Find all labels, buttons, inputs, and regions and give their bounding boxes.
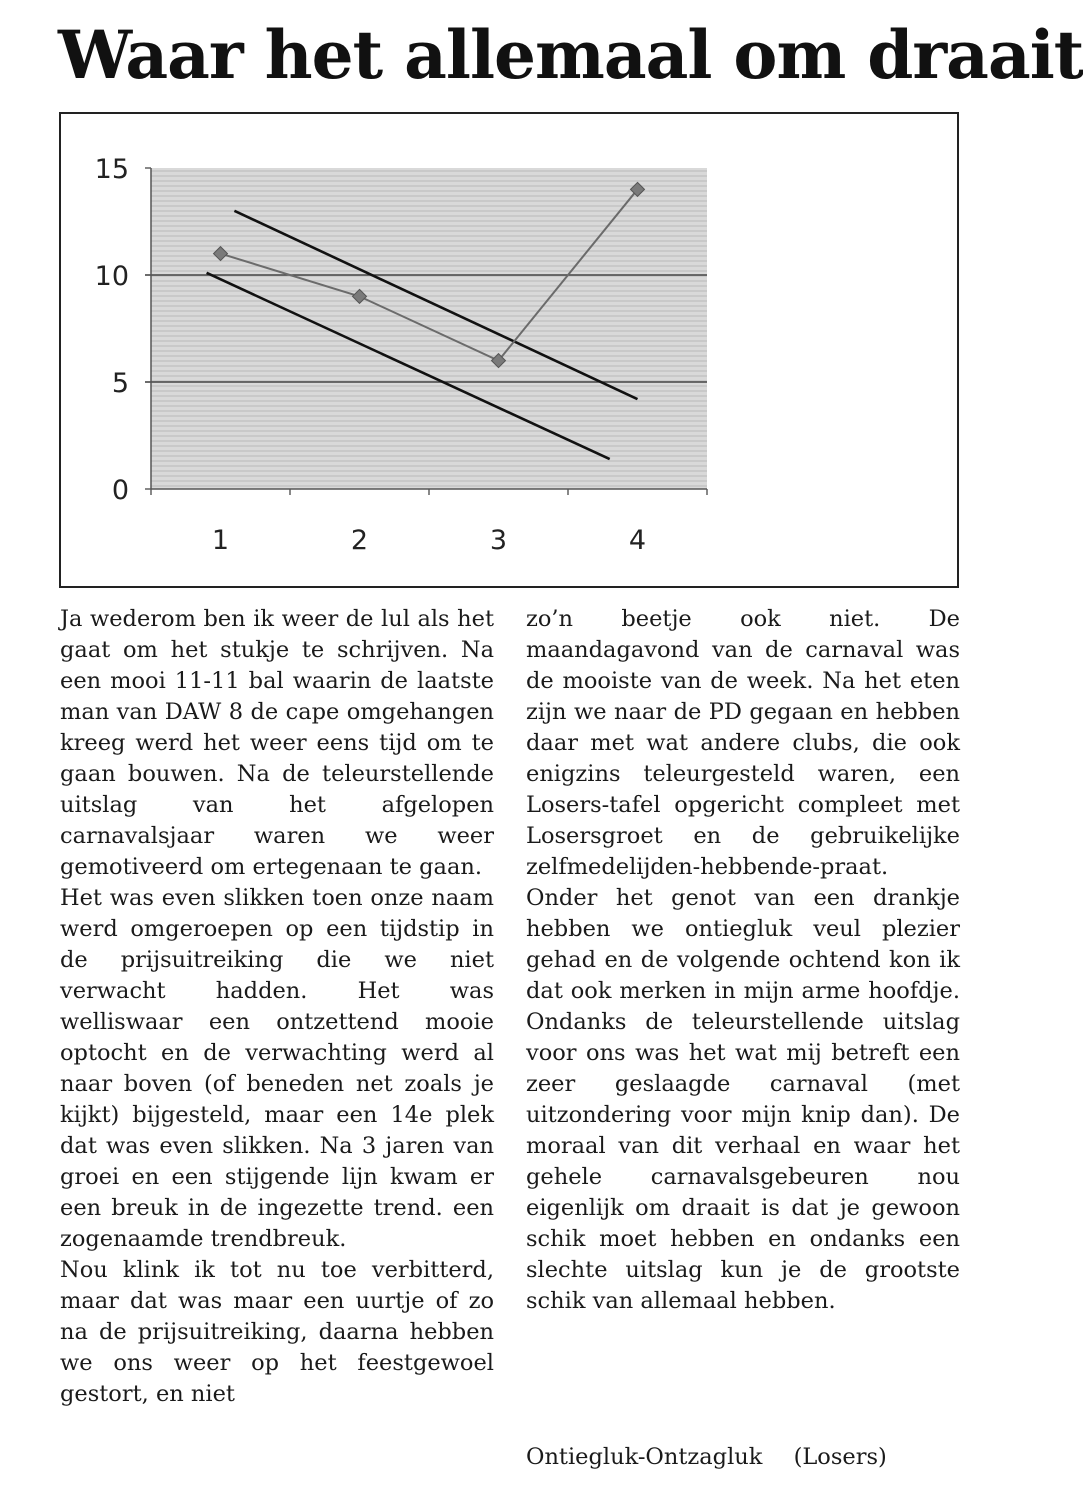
paragraph: zo’n beetje ook niet. De maandagavond van de carnaval was de mooiste van de week. Na het eten zijn we naar de PD gegaan en hebben daar met wat andere clubs, die ook enigzins teleurgesteld waren, een Losers-tafel opgericht compleet met Losersgroet en de gebruikelijke zelfmedelijden-hebbende-praat. [526,606,960,880]
paragraph: Het was even slikken toen onze naam werd omgeroepen op een tijdstip in de prijsuitreiking die we niet verwacht hadden. Het was welliswaar een ontzettend mooie optocht en de verwachting werd al naar boven (of beneden net zoals je kijkt) bijgesteld, maar een 14e plek dat was even slikken. Na 3 jaren van groei en een stijgende lijn kwam er een breuk in de ingezette trend. een zogenaamde trendbreuk. [60,885,494,1252]
y-tick-label: 0 [111,475,129,506]
trend-chart [59,112,959,588]
x-tick-label: 1 [211,525,230,556]
y-tick-label: 10 [94,261,129,292]
author-signature [526,1442,956,1473]
y-tick-label: 15 [94,154,129,185]
line-chart-svg [61,114,957,586]
article-title: Waar het allemaal om draait [58,16,1083,94]
x-tick-label: 2 [350,525,369,556]
x-tick-label: 4 [628,525,647,556]
x-tick-label: 3 [489,525,508,556]
article-column-left [60,604,494,1410]
paragraph: Ja wederom ben ik weer de lul als het gaat om het stukje te schrijven. Na een mooi 11-11 bal waarin de laatste man van DAW 8 de cape omgehangen kreeg werd het weer eens tijd om te gaan bouwen. Na de teleurstellende uitslag van het afgelopen carnavalsjaar waren we weer gemotiveerd om ertegenaan te gaan. [60,606,494,880]
article-column-right [526,604,960,1317]
paragraph: Onder het genot van een drankje hebben we ontiegluk veul plezier gehad en de volgende ochtend kon ik dat ook merken in mijn arme hoofdje. Ondanks de teleurstellende uitslag voor ons was het wat mij betreft een zeer geslaagde carnaval (met uitzondering voor mijn knip dan). De moraal van dit verhaal en waar het gehele carnavalsgebeuren nou eigenlijk om draait is dat je gewoon schik moet hebben en ondanks een slechte uitslag kun je de grootste schik van allemaal hebben. [526,885,960,1314]
paragraph: Nou klink ik tot nu toe verbitterd, maar dat was maar een uurtje of zo na de prijsuitreiking, daarna hebben we ons weer op het feestgewoel gestort, en niet [60,1257,494,1407]
y-tick-label: 5 [111,368,129,399]
author-group: (Losers) [793,1444,887,1470]
author-name: Ontiegluk-Ontzagluk [526,1444,763,1470]
